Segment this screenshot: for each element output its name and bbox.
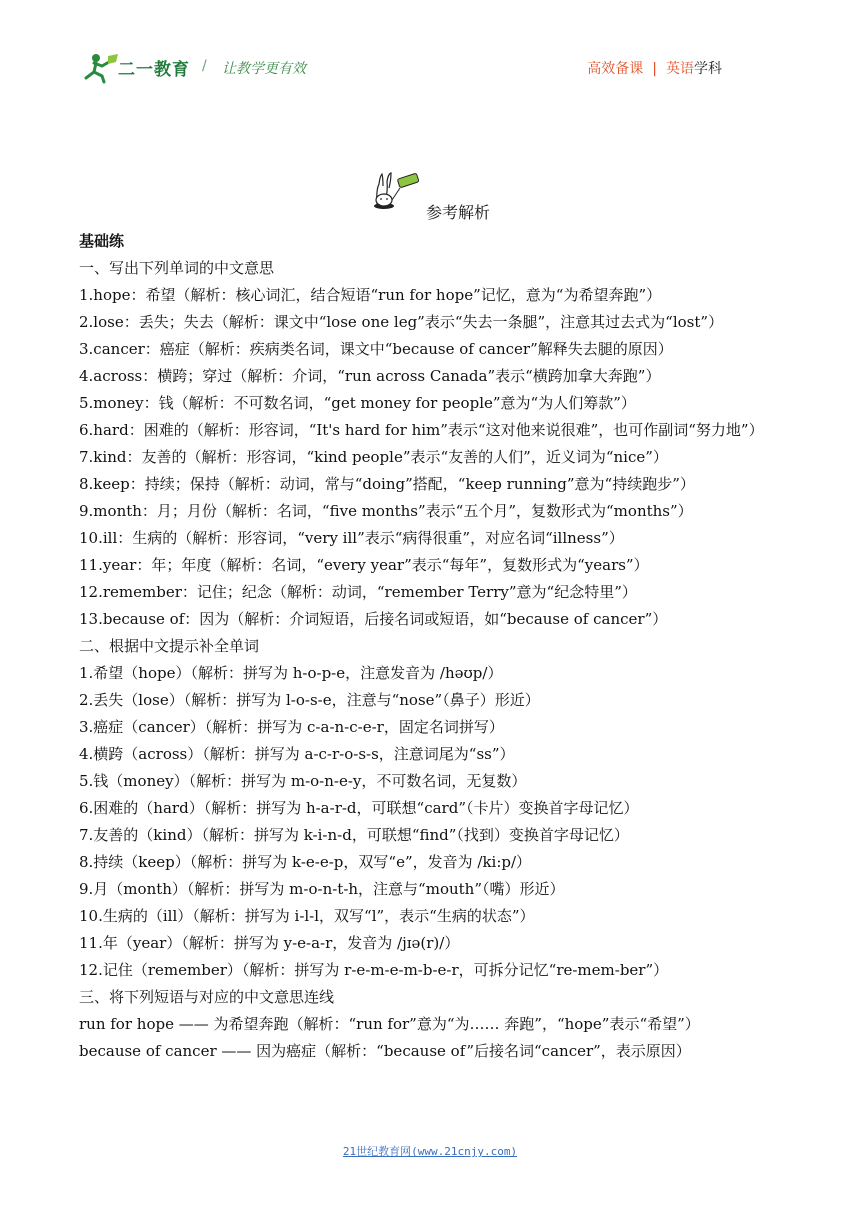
answer-line: 6.hard：困难的（解析：形容词，“It's hard for him”表示“这对他来说很难”，也可作副词“努力地”） [79,421,764,439]
page-header [0,0,860,100]
part-heading-2: 二、根据中文提示补全单词 [79,637,260,655]
header-tag-subject: 学科 [694,61,722,77]
answer-line: 10.生病的（ill）（解析：拼写为 i-l-l，双写“l”，表示“生病的状态”） [79,907,535,925]
heading-basic-practice: 基础练 [79,232,125,250]
answer-line: 1.hope：希望（解析：核心词汇，结合短语“run for hope”记忆，意为“为希望奔跑”） [79,286,662,304]
answer-line: 4.across：横跨；穿过（解析：介词，“run across Canada”表示“横跨加拿大奔跑”） [79,367,661,385]
answer-line: 12.remember：记住；纪念（解析：动词，“remember Terry”意为“纪念特里”） [79,583,637,601]
answer-line: 2.lose：丢失；失去（解析：课文中“lose one leg”表示“失去一条腿”，注意其过去式为“lost”） [79,313,724,331]
header-separator: | [652,61,657,77]
answer-line: 9.月（month）（解析：拼写为 m-o-n-t-h，注意与“mouth”（嘴）形近） [79,880,565,898]
header-tag-english: 英语 [666,61,694,77]
header-slogan: 让教学更有效 [222,61,306,77]
part-heading-1: 一、写出下列单词的中文意思 [79,259,275,277]
answer-line: 4.横跨（across）（解析：拼写为 a-c-r-o-s-s，注意词尾为“ss”） [79,745,515,763]
answer-content [79,228,789,1065]
answer-line: 10.ill：生病的（解析：形容词，“very ill”表示“病得很重”，对应名词“illness”） [79,529,624,547]
answer-line: 9.month：月；月份（解析：名词，“five months”表示“五个月”，复数形式为“months”） [79,502,693,520]
answer-line: run for hope —— 为希望奔跑（解析：“run for”意为“为…… 奔跑”，“hope”表示“希望”） [79,1015,700,1033]
answer-line: 12.记住（remember）（解析：拼写为 r-e-m-e-m-b-e-r，可拆分记忆“re-mem-ber”） [79,961,669,979]
answer-line: 1.希望（hope）（解析：拼写为 h-o-p-e，注意发音为 /həʊp/） [79,664,503,682]
answer-line: 3.cancer：癌症（解析：疾病类名词，课文中“because of cancer”解释失去腿的原因） [79,340,673,358]
header-subject [587,58,722,78]
answer-line: 13.because of：因为（解析：介词短语，后接名词或短语，如“because of cancer”） [79,610,668,628]
bunny-mascot-icon [370,170,424,214]
footer-link[interactable]: 21世纪教育网(www.21cnjy.com) [342,1145,518,1158]
logo-text: 二一教育 [118,60,190,80]
answer-line: 11.年（year）（解析：拼写为 y-e-a-r，发音为 /jɪə(r)/） [79,934,460,952]
answer-line: 7.友善的（kind）（解析：拼写为 k-i-n-d，可联想“find”（找到）变换首字母记忆） [79,826,629,844]
answer-line: because of cancer —— 因为癌症（解析：“because of”后接名词“cancer”，表示原因） [79,1042,691,1060]
answer-line: 8.keep：持续；保持（解析：动词，常与“doing”搭配，“keep running”意为“持续跑步”） [79,475,695,493]
section-title: 参考解析 [426,203,491,222]
answer-line: 5.钱（money）（解析：拼写为 m-o-n-e-y，不可数名词，无复数） [79,772,527,790]
part-heading-3: 三、将下列短语与对应的中文意思连线 [79,988,335,1006]
header-tag-prep: 高效备课 [587,61,644,77]
answer-line: 7.kind：友善的（解析：形容词，“kind people”表示“友善的人们”，近义词为“nice”） [79,448,668,466]
header-slash: / [202,58,207,74]
answer-line: 3.癌症（cancer）（解析：拼写为 c-a-n-c-e-r，固定名词拼写） [79,718,504,736]
answer-line: 11.year：年；年度（解析：名词，“every year”表示“每年”，复数形式为“years”） [79,556,649,574]
answer-line: 5.money：钱（解析：不可数名词，“get money for people”意为“为人们筹款”） [79,394,636,412]
answer-line: 6.困难的（hard）（解析：拼写为 h-a-r-d，可联想“card”（卡片）变换首字母记忆） [79,799,639,817]
answer-line: 8.持续（keep）（解析：拼写为 k-e-e-p，双写“e”，发音为 /ki:p/） [79,853,532,871]
answer-line: 2.丢失（lose）（解析：拼写为 l-o-s-e，注意与“nose”（鼻子）形近） [79,691,540,709]
